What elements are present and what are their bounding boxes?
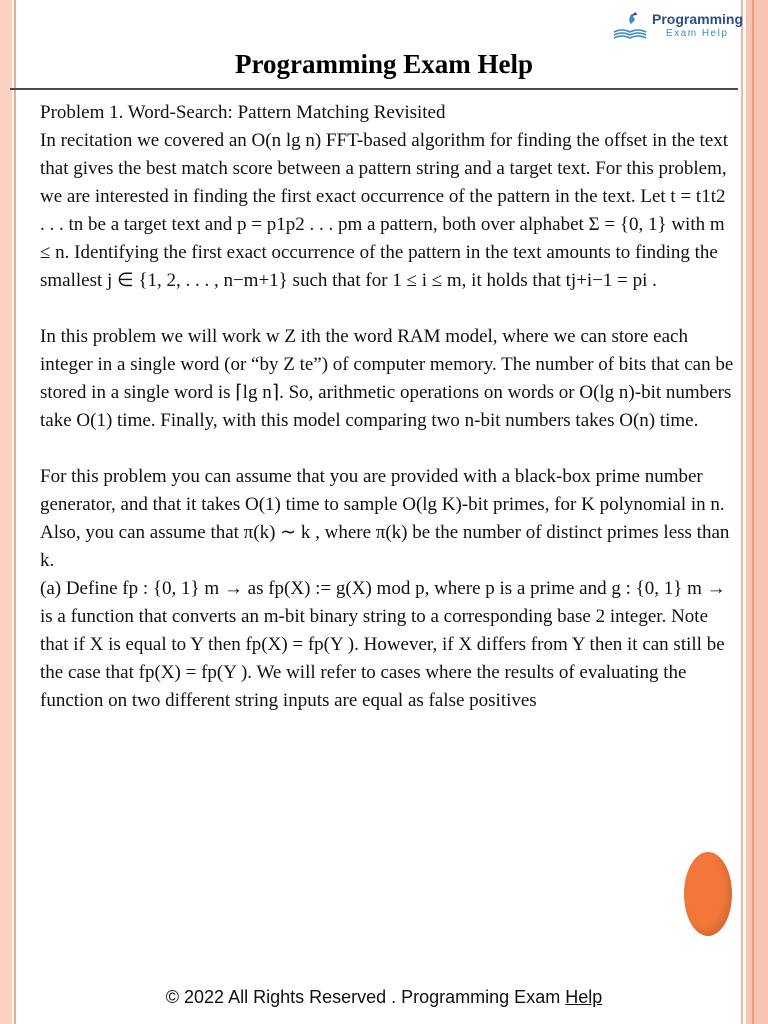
right-decorative-border — [738, 0, 768, 1024]
paragraph-part-a: (a) Define fp : {0, 1} m → as fp(X) := g(X) mod p, where p is a prime and g : {0, 1} m → is a function that converts an m-bit binary string to a corresponding base 2 integer. Note that if X is equal to Y then fp(X) = fp(Y ). However, if X differs from Y then it can still be the case that fp(X) = fp(Y ). We will refer to cases where the results of evaluating the function on two different string inputs are equal as false positives — [40, 578, 726, 711]
paragraph-spacer — [40, 435, 734, 463]
logo-title: Programming — [652, 11, 744, 27]
footer-copyright: © 2022 All Rights Reserved . Programming Exam — [165, 987, 566, 1007]
footer-help-link[interactable]: Help — [565, 987, 603, 1007]
document-body — [40, 99, 734, 715]
open-book-icon — [610, 10, 650, 42]
problem-heading: Problem 1. Word-Search: Pattern Matching Revisited — [40, 102, 446, 123]
left-decorative-line — [14, 0, 16, 1024]
left-decorative-border — [0, 0, 12, 1024]
paragraph-intro: In recitation we covered an O(n lg n) FFT-based algorithm for finding the offset in the text that gives the best match score between a pattern string and a target text. For this problem, we are interested in finding the first exact occurrence of the pattern in the text. Let t = t1t2 . . . tn be a target text and p = p1p2 . . . pm a pattern, both over alphabet Σ = {0, 1} with m ≤ n. Identifying the first exact occurrence of the pattern in the text amounts to finding the smallest j ∈ {1, 2, . . . , n−m+1} such that for 1 ≤ i ≤ m, it holds that tj+i−1 = pi . — [40, 130, 729, 291]
logo — [610, 10, 750, 42]
footer — [0, 987, 768, 1008]
title-divider — [10, 88, 738, 90]
logo-subtitle: Exam Help — [666, 28, 729, 39]
paragraph-prime-generator: For this problem you can assume that you are provided with a black-box prime number generator, and that it takes O(1) time to sample O(lg K)-bit primes, for K polynomial in n. Also, you can assume that π(k) ∼ k , where π(k) be the number of distinct primes less than k. — [40, 466, 730, 571]
paragraph-spacer — [40, 295, 734, 323]
page-title: Programming Exam Help — [235, 49, 533, 79]
decorative-orange-oval — [684, 852, 732, 936]
paragraph-word-ram: In this problem we will work w Z ith the word RAM model, where we can store each integer in a single word (or “by Z te”) of computer memory. The number of bits that can be stored in a single word is ⌈lg n⌉. So, arithmetic operations on words or O(lg n)-bit numbers take O(1) time. Finally, with this model comparing two n-bit numbers takes O(n) time. — [40, 326, 734, 431]
